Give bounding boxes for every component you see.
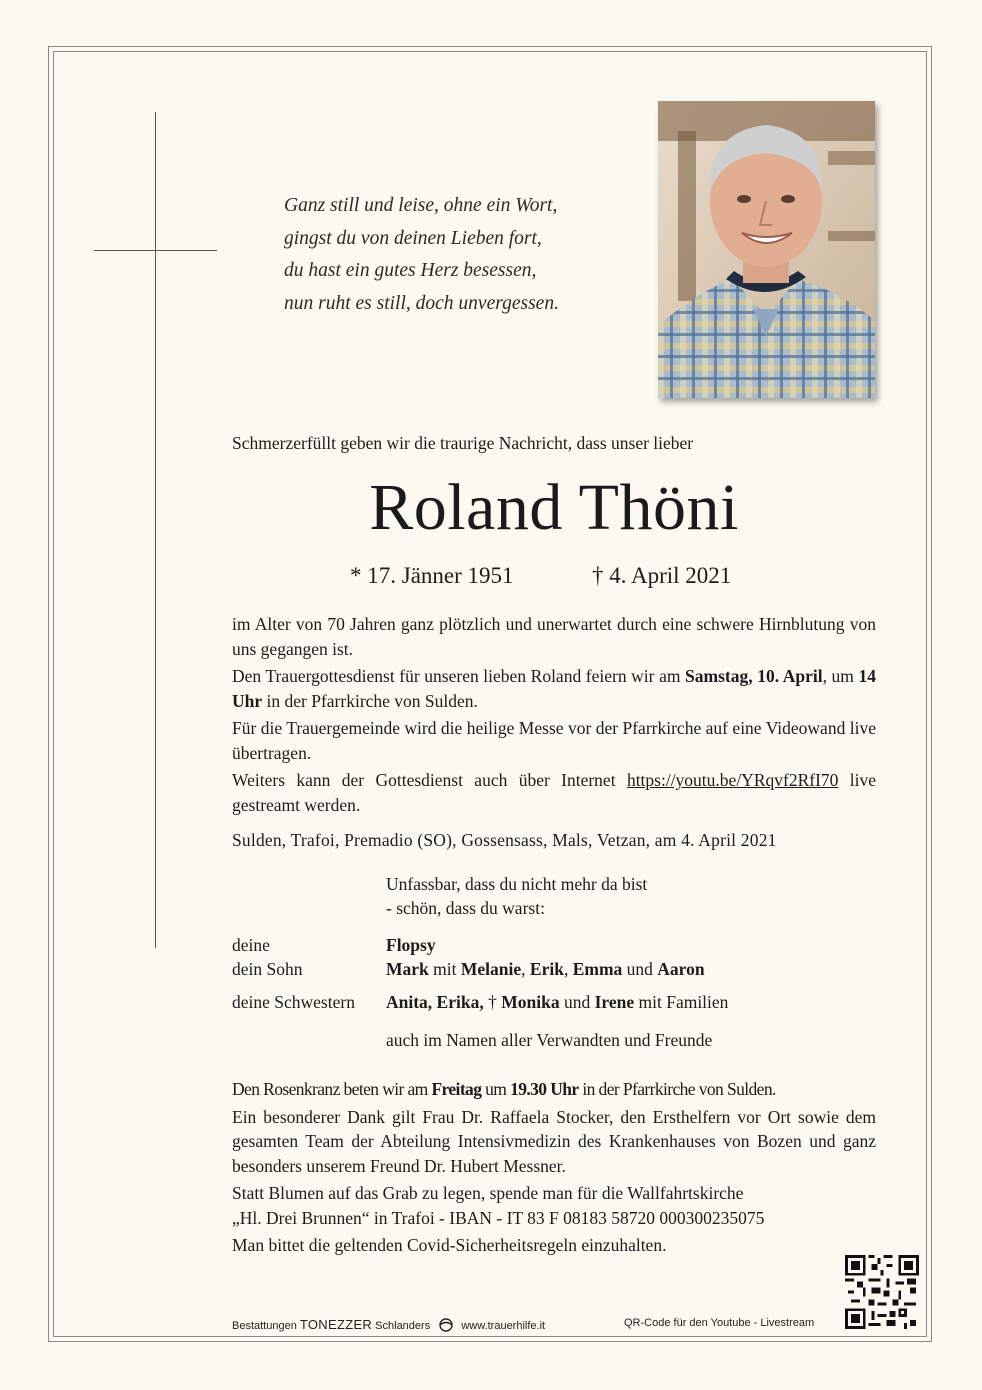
family-label: deine (232, 935, 270, 955)
youtube-link[interactable]: https://youtu.be/YRqvf2RfI70 (626, 770, 839, 790)
poem-line: nun ruht es still, doch unvergessen. (284, 292, 559, 314)
relatives-line: auch im Namen aller Verwandten und Freunde (386, 1030, 713, 1050)
qr-caption: QR-Code für den Youtube - Livestream (624, 1317, 815, 1329)
deceased-name: Roland Thöni (369, 471, 739, 544)
thanks-paragraph: Ein besonderer Dank gilt Frau Dr. Raffaela Stocker, den Ersthelfern vor Ort sowie dem gesamten Team der Abteilung Intensivmedizin des Krankenhauses von Bozen und ganz besonders unserem Freund Dr. Hubert Messner. (232, 1106, 876, 1176)
memorial-poem (284, 190, 624, 320)
announcement-body (232, 612, 876, 820)
poem-line: Ganz still und leise, ohne ein Wort, (284, 195, 558, 216)
donation-paragraph: Statt Blumen auf das Grab zu legen, spende man für die Wallfahrtskirche „Hl. Drei Brunnen“ in Trafoi - IBAN - IT 83 F 08183 58720 000300235075 (232, 1183, 765, 1228)
funeral-home-credit: Bestattungen TONEZZER Schlanders www.trauerhilfe.it (232, 1317, 545, 1335)
places-and-date: Sulden, Trafoi, Premadio (SO), Gossensass, Mals, Vetzan, am 4. April 2021 (232, 830, 777, 850)
service-paragraph: Den Trauergottesdienst für unseren lieben Roland feiern wir am Samstag, 10. April, um 14 Uhr in der Pfarrkirche von Sulden. (232, 666, 876, 711)
covid-paragraph: Man bittet die geltenden Covid-Sicherheitsregeln einzuhalten. (232, 1235, 667, 1255)
closing-notes (232, 1077, 876, 1261)
family-label: dein Sohn (232, 959, 303, 979)
cross-horizontal-bar (94, 250, 217, 251)
qr-code-icon[interactable] (845, 1255, 919, 1329)
trauerhilfe-logo-icon (437, 1318, 455, 1335)
rosary-paragraph: Den Rosenkranz beten wir am Freitag um 19.30 Uhr in der Pfarrkirche von Sulden. (232, 1079, 776, 1099)
video-paragraph: Für die Trauergemeinde wird die heilige Messe vor der Pfarrkirche auf eine Videowand live übertragen. (232, 718, 876, 763)
cross-vertical-bar (155, 112, 156, 948)
family-names: Flopsy (386, 935, 436, 955)
birth-date: * 17. Jänner 1951 (350, 563, 514, 588)
poem-line: gingst du von deinen Lieben fort, (284, 227, 542, 249)
age-paragraph: im Alter von 70 Jahren ganz plötzlich und unerwartet durch eine schwere Hirnblutung von uns gegangen ist. (232, 614, 876, 659)
family-names: Anita, Erika, † Monika und Irene mit Familien (386, 992, 729, 1012)
farewell-text: Unfassbar, dass du nicht mehr da bist - schön, dass du warst: (386, 874, 648, 918)
stream-paragraph: Weiters kann der Gottesdienst auch über Internet https://youtu.be/YRqvf2RfI70 live gestreamt werden. (232, 770, 876, 815)
intro-text: Schmerzerfüllt geben wir die traurige Nachricht, dass unser lieber (232, 433, 694, 453)
family-label: deine Schwestern (232, 992, 355, 1012)
death-date: † 4. April 2021 (592, 563, 732, 588)
poem-line: du hast ein gutes Herz besessen, (284, 260, 537, 281)
portrait-photo (658, 101, 875, 398)
family-names: Mark mit Melanie, Erik, Emma und Aaron (386, 959, 705, 979)
website-link[interactable]: www.trauerhilfe.it (461, 1320, 546, 1332)
